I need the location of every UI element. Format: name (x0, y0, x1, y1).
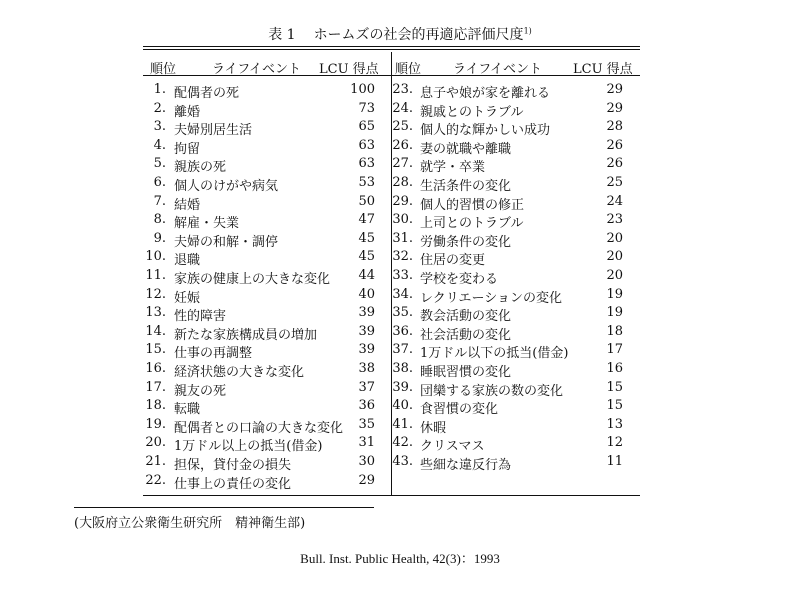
row-event: レクリエーションの変化 (420, 290, 562, 306)
row-event: 1万ドル以上の抵当(借金) (174, 439, 323, 455)
row-score: 35 (358, 416, 375, 432)
row-event: 社会活動の変化 (420, 327, 512, 343)
row-event: 妊娠 (174, 290, 201, 306)
row-score: 16 (606, 361, 623, 376)
row-rank: 1. (153, 82, 166, 97)
row-rank: 13. (145, 305, 166, 321)
row-rank: 14. (145, 323, 166, 339)
footnote: (大阪府立公衆衛生研究所 精神衛生部) (74, 516, 306, 531)
row-score: 29 (606, 100, 623, 116)
row-rank: 24. (392, 100, 413, 116)
row-rank: 26. (392, 137, 413, 153)
row-event: 妻の就職や離職 (420, 141, 512, 157)
row-score: 73 (358, 100, 375, 116)
row-rank: 11. (145, 268, 166, 283)
row-score: 38 (358, 361, 375, 376)
row-rank: 8. (153, 212, 166, 228)
header-rank-left: 順位 (150, 62, 177, 77)
row-rank: 7. (153, 193, 166, 209)
row-rank: 36. (392, 323, 413, 339)
table-title (0, 24, 800, 44)
row-event: 生活条件の変化 (420, 179, 512, 194)
row-score: 23 (606, 212, 623, 228)
row-score: 100 (350, 82, 375, 97)
row-score: 12 (606, 435, 623, 451)
row-score: 53 (358, 175, 375, 190)
row-rank: 42. (392, 435, 413, 451)
row-rank: 28. (392, 175, 413, 190)
row-event: 配偶者の死 (174, 86, 240, 101)
footnote-rule (74, 507, 374, 508)
row-score: 39 (358, 342, 375, 358)
row-score: 20 (606, 230, 623, 246)
row-event: 経済状態の大きな変化 (174, 365, 305, 380)
row-rank: 15. (145, 342, 166, 358)
header-score-left: LCU 得点 (319, 62, 379, 77)
row-rank: 2. (153, 100, 166, 116)
row-event: 親族の死 (174, 160, 227, 176)
row-rank: 19. (145, 416, 166, 432)
row-rank: 34. (392, 286, 413, 302)
row-rank: 23. (392, 82, 413, 97)
row-score: 39 (358, 305, 375, 321)
row-score: 31 (358, 435, 375, 451)
row-rank: 10. (145, 249, 166, 265)
row-event: 上司とのトラブル (420, 216, 524, 232)
row-score: 28 (606, 119, 623, 135)
row-rank: 21. (145, 454, 166, 469)
header-rank-right: 順位 (395, 62, 422, 77)
row-score: 19 (606, 286, 623, 302)
row-event: 息子や娘が家を離れる (420, 86, 551, 101)
row-rank: 3. (153, 119, 166, 135)
row-event: 団欒する家族の数の変化 (420, 383, 564, 399)
top-double-rule-upper (143, 46, 640, 47)
row-score: 44 (358, 268, 375, 283)
row-event: 仕事上の責任の変化 (174, 476, 292, 492)
row-rank: 37. (392, 342, 413, 358)
header-score-right: LCU 得点 (573, 62, 633, 77)
row-score: 20 (606, 249, 623, 265)
citation: Bull. Inst. Public Health, 42(3)：1993 (300, 551, 500, 566)
row-rank: 40. (392, 398, 413, 414)
row-event: 1万ドル以下の抵当(借金) (420, 346, 569, 362)
row-event: 転職 (174, 402, 201, 418)
row-event: 些細な違反行為 (420, 458, 512, 473)
row-score: 26 (606, 137, 623, 153)
row-event: 担保，貸付金の損失 (174, 458, 292, 473)
row-score: 40 (358, 286, 375, 302)
row-rank: 20. (145, 435, 166, 451)
row-score: 26 (606, 156, 623, 172)
row-event: 解雇・失業 (174, 216, 240, 232)
row-rank: 5. (153, 156, 166, 172)
row-event: 住居の変更 (420, 253, 486, 269)
row-rank: 31. (392, 230, 413, 246)
row-rank: 30. (392, 212, 413, 228)
table-title-text: ホームズの社会的再適応評価尺度 (313, 27, 524, 43)
row-score: 37 (358, 379, 375, 395)
row-event: 仕事の再調整 (174, 346, 253, 362)
row-rank: 39. (392, 379, 413, 395)
row-rank: 32. (392, 249, 413, 265)
row-rank: 17. (145, 379, 166, 395)
row-score: 15 (606, 398, 623, 414)
row-rank: 38. (392, 361, 413, 376)
row-rank: 4. (153, 137, 166, 153)
row-event: 睡眠習慣の変化 (420, 365, 512, 380)
row-event: 親友の死 (174, 383, 227, 399)
row-score: 65 (358, 119, 375, 135)
row-score: 39 (358, 323, 375, 339)
row-score: 18 (606, 323, 623, 339)
row-rank: 33. (392, 268, 413, 283)
row-rank: 16. (145, 361, 166, 376)
row-rank: 29. (392, 193, 413, 209)
row-event: 離婚 (174, 104, 201, 120)
row-rank: 22. (145, 472, 166, 488)
row-score: 45 (358, 230, 375, 246)
row-score: 63 (358, 156, 375, 172)
row-event: 休暇 (420, 420, 447, 436)
row-event: 退職 (174, 253, 201, 269)
row-rank: 25. (392, 119, 413, 135)
row-event: 夫婦別居生活 (174, 123, 253, 139)
row-score: 11 (606, 454, 623, 469)
row-event: 就学・卒業 (420, 160, 486, 176)
row-score: 29 (358, 472, 375, 488)
row-rank: 18. (145, 398, 166, 414)
row-score: 25 (606, 175, 623, 190)
table-number: 表 1 (268, 27, 296, 43)
row-event: 学校を変わる (420, 272, 499, 287)
row-event: 新たな家族構成員の増加 (174, 327, 318, 343)
row-event: 夫婦の和解・調停 (174, 234, 279, 250)
row-rank: 27. (392, 156, 413, 172)
row-score: 13 (606, 416, 623, 432)
row-score: 19 (606, 305, 623, 321)
row-event: 親戚とのトラブル (420, 104, 524, 120)
bottom-rule (143, 495, 640, 496)
row-score: 50 (358, 193, 375, 209)
row-score: 20 (606, 268, 623, 283)
row-rank: 9. (153, 230, 166, 246)
top-double-rule-lower (143, 49, 640, 50)
row-event: 家族の健康上の大きな変化 (174, 272, 331, 287)
row-event: 個人的な輝かしい成功 (420, 123, 551, 139)
row-score: 17 (606, 342, 623, 358)
row-score: 30 (358, 454, 375, 469)
header-event-right: ライフイベント (453, 62, 543, 77)
row-score: 24 (606, 193, 623, 209)
row-score: 36 (358, 398, 375, 414)
row-score: 63 (358, 137, 375, 153)
row-score: 45 (358, 249, 375, 265)
row-rank: 12. (145, 286, 166, 302)
row-rank: 35. (392, 305, 413, 321)
row-event: 教会活動の変化 (420, 309, 512, 325)
row-event: クリスマス (420, 439, 485, 455)
row-event: 労働条件の変化 (420, 234, 512, 250)
header-event-left: ライフイベント (212, 62, 302, 77)
row-rank: 41. (392, 416, 413, 432)
row-score: 29 (606, 82, 623, 97)
row-event: 個人的習慣の修正 (420, 197, 525, 213)
row-event: 拘留 (174, 141, 201, 157)
row-event: 食習慣の変化 (420, 402, 499, 418)
row-event: 結婚 (174, 197, 201, 213)
row-score: 15 (606, 379, 623, 395)
row-event: 性的障害 (174, 309, 227, 325)
title-reference-mark: 1) (523, 26, 532, 36)
row-event: 個人のけがや病気 (174, 179, 279, 194)
row-event: 配偶者との口論の大きな変化 (174, 420, 344, 436)
row-score: 47 (358, 212, 375, 228)
row-rank: 6. (153, 175, 166, 190)
row-rank: 43. (392, 454, 413, 469)
